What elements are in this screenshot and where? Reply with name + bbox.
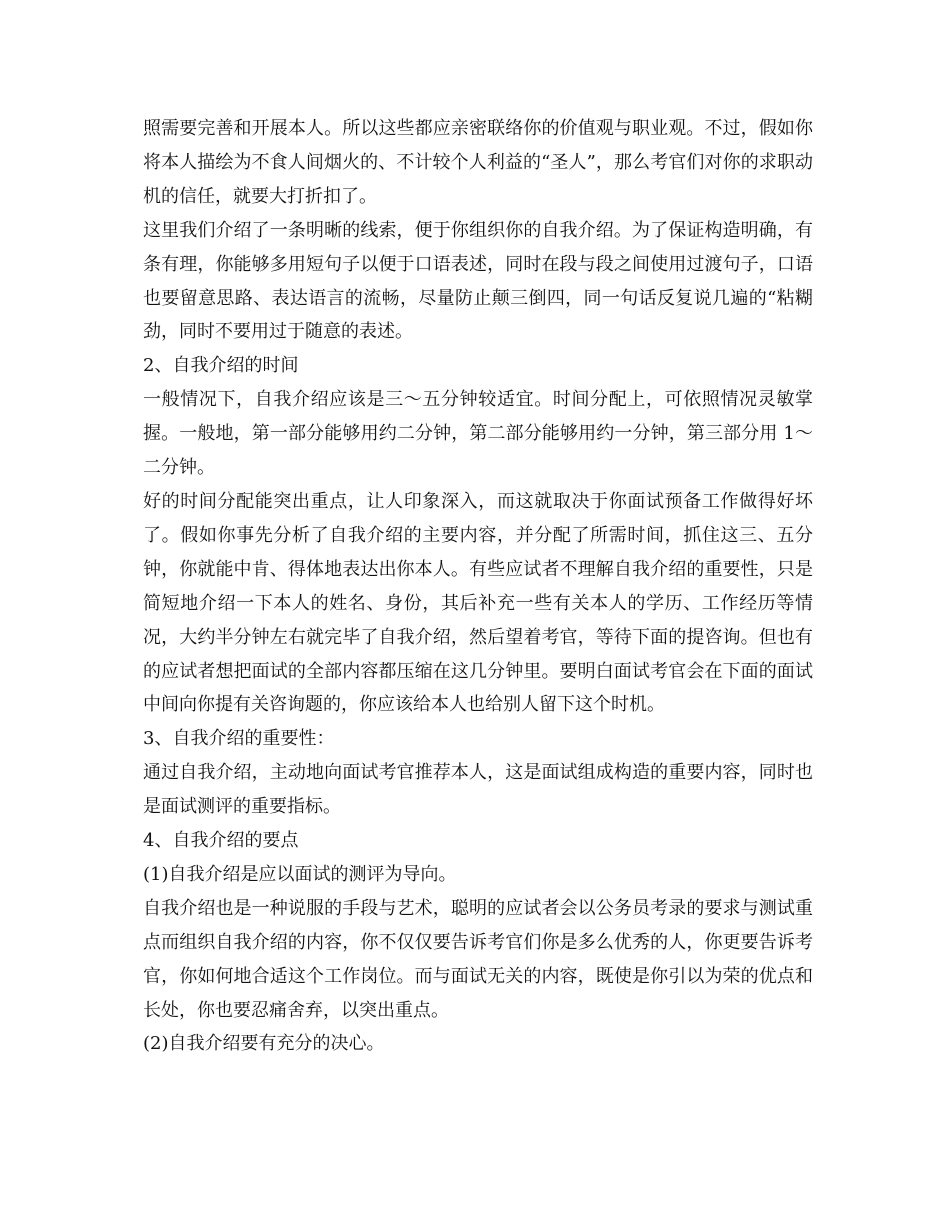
paragraph-importance: 通过自我介绍，主动地向面试考官推荐本人，这是面试组成构造的重要内容，同时也是面试测评的重要指标。 xyxy=(143,762,813,818)
heading-point-1: (1)自我介绍是应以面试的测评为导向。 xyxy=(143,863,457,885)
heading-importance: 3、自我介绍的重要性： xyxy=(143,728,335,750)
heading-self-intro-time: 2、自我介绍的时间 xyxy=(143,355,299,377)
paragraph-clear-structure: 这里我们介绍了一条明晰的线索，便于你组织你的自我介绍。为了保证构造明确，有条有理，你能够多用短句子以便于口语表述，同时在段与段之间使用过渡句子，口语也要留意思路、表达语言的流畅，尽量防止颠三倒四，同一句话反复说几遍的“粘糊劲，同时不要用过于随意的表述。 xyxy=(143,219,813,343)
document-body xyxy=(143,112,813,1061)
paragraph-good-time-allocation: 好的时间分配能突出重点，让人印象深入，而这就取决于你面试预备工作做得好坏了。假如你事先分析了自我介绍的主要内容，并分配了所需时间，抓住这三、五分钟，你就能中肯、得体地表达出你本人。有些应试者不理解自我介绍的重要性，只是简短地介绍一下本人的姓名、身份，其后补充一些有关本人的学历、工作经历等情况，大约半分钟左右就完毕了自我介绍，然后望着考官，等待下面的提咨询。但也有的应试者想把面试的全部内容都压缩在这几分钟里。要明白面试考官会在下面的面试中间向你提有关咨询题的，你应该给本人也给别人留下这个时机。 xyxy=(143,490,813,716)
heading-key-points: 4、自我介绍的要点 xyxy=(143,830,299,852)
paragraph-values-and-career: 照需要完善和开展本人。所以这些都应亲密联络你的价值观与职业观。不过，假如你将本人描绘为不食人间烟火的、不计较个人利益的“圣人”，那么考官们对你的求职动机的信任，就要大打折扣了。 xyxy=(143,118,813,207)
paragraph-time-allocation: 一般情况下，自我介绍应该是三～五分钟较适宜。时间分配上，可依照情况灵敏掌握。一般地，第一部分能够用约二分钟，第二部分能够用约一分钟，第三部分用 1～二分钟。 xyxy=(143,389,813,479)
heading-point-2: (2)自我介绍要有充分的决心。 xyxy=(143,1033,385,1055)
paragraph-persuasion: 自我介绍也是一种说服的手段与艺术，聪明的应试者会以公务员考录的要求与测试重点而组织自我介绍的内容，你不仅仅要告诉考官们你是多么优秀的人，你更要告诉考官，你如何地合适这个工作岗位。而与面试无关的内容，既使是你引以为荣的优点和长处，你也要忍痛舍弃，以突出重点。 xyxy=(143,897,813,1021)
